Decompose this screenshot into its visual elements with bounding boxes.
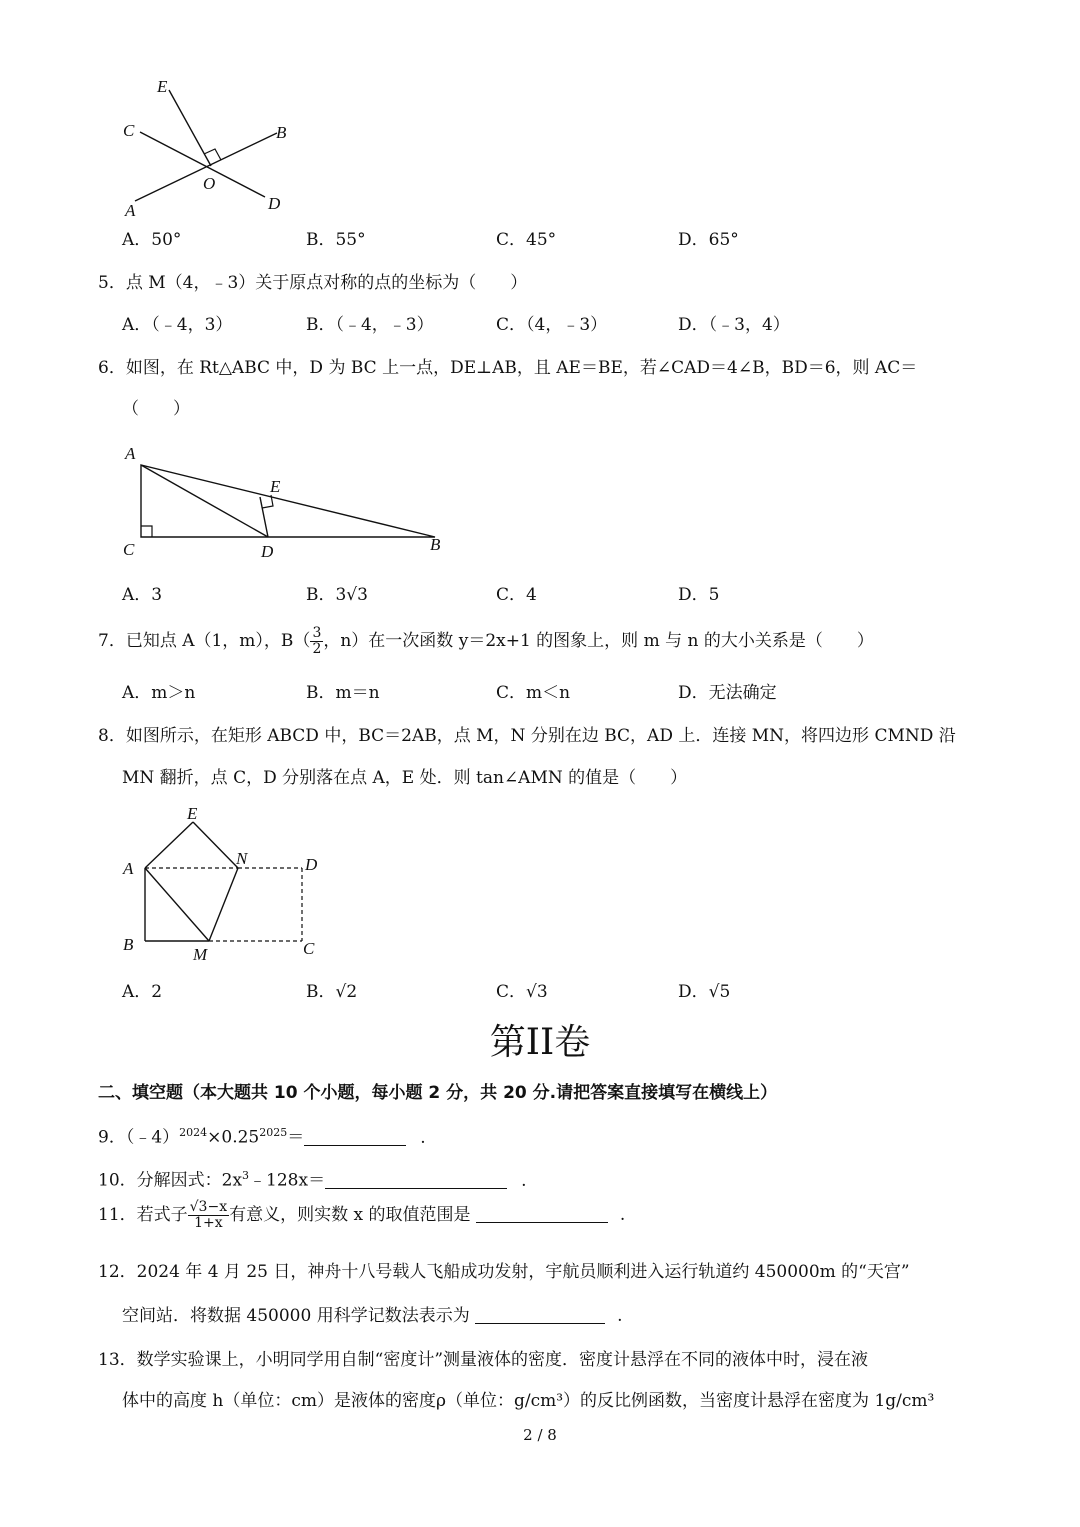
q7-frac-den: 2 bbox=[312, 641, 322, 657]
q9-post: ＝ bbox=[287, 1127, 305, 1148]
q9-answer-blank[interactable] bbox=[304, 1129, 406, 1146]
label-m: M bbox=[193, 945, 208, 964]
q5-option-d: D．（﹣3，4） bbox=[678, 315, 790, 335]
right-angle-mark-c bbox=[141, 526, 152, 537]
figure-q6-right-triangle bbox=[115, 440, 455, 565]
label-a: A bbox=[125, 201, 136, 220]
figure-q4-intersecting-lines bbox=[110, 70, 310, 225]
q6-option-d: D．5 bbox=[678, 585, 720, 605]
right-angle-mark-e bbox=[262, 495, 273, 508]
q8-option-d: D．√5 bbox=[678, 982, 731, 1002]
figure-q8-folded-rectangle bbox=[115, 800, 330, 970]
q7-option-d: D．无法确定 bbox=[678, 683, 777, 703]
q6-option-c: C．4 bbox=[496, 585, 537, 605]
q7-option-a: A．m＞n bbox=[122, 683, 196, 703]
q11-pre: 11．若式子 bbox=[98, 1205, 188, 1225]
q5-option-a: A．（﹣4，3） bbox=[122, 315, 233, 335]
q12-text-line1: 12．2024 年 4 月 25 日，神舟十八号载人飞船成功发射，宇航员顺利进入运行轨道约 450000m 的“天宫” bbox=[98, 1262, 910, 1282]
q8-option-a: A．2 bbox=[122, 982, 163, 1002]
q6-text-line1: 6．如图，在 Rt△ABC 中，D 为 BC 上一点，DE⊥AB，且 AE＝BE，若∠CAD＝4∠B，BD＝6，则 AC＝ bbox=[98, 358, 918, 378]
q10-exp: 3 bbox=[242, 1169, 250, 1182]
label-d: D bbox=[305, 855, 318, 874]
label-e: E bbox=[157, 77, 168, 96]
q11-fraction bbox=[188, 1200, 229, 1231]
q6-text-line2: （ ） bbox=[122, 399, 190, 419]
label-c: C bbox=[123, 540, 135, 559]
q9-text bbox=[98, 1122, 426, 1149]
q4-option-d: D．65° bbox=[678, 230, 739, 250]
q11-answer-blank[interactable] bbox=[476, 1206, 608, 1223]
label-b: B bbox=[430, 535, 441, 554]
q4-option-b: B．55° bbox=[306, 230, 366, 250]
q7-fraction bbox=[310, 626, 323, 657]
q10-answer-blank[interactable] bbox=[325, 1172, 507, 1189]
page-number: 2 / 8 bbox=[523, 1426, 557, 1444]
q9-exp1: 2024 bbox=[179, 1126, 208, 1139]
ray-oe bbox=[169, 90, 211, 166]
q13-text-line2: 体中的高度 h（单位：cm）是液体的密度ρ（单位：g/cm³）的反比例函数，当密度计悬浮在密度为 1g/cm³ bbox=[122, 1391, 935, 1411]
q7-option-c: C．m＜n bbox=[496, 683, 571, 703]
q9-mid: ×0.25 bbox=[207, 1127, 260, 1148]
q11-end: . bbox=[619, 1205, 626, 1225]
label-b: B bbox=[276, 123, 287, 142]
q11-frac-den: 1+x bbox=[194, 1215, 223, 1231]
q8-text-line1: 8．如图所示，在矩形 ABCD 中，BC＝2AB，点 M，N 分别在边 BC，AD 上．连接 MN，将四边形 CMND 沿 bbox=[98, 726, 956, 746]
q5-text: 5．点 M（4，﹣3）关于原点对称的点的坐标为（ ） bbox=[98, 273, 528, 293]
q6-option-a: A．3 bbox=[122, 585, 163, 605]
segment-am bbox=[145, 868, 209, 941]
label-d: D bbox=[268, 194, 281, 213]
q10-pre: 10．分解因式：2x bbox=[98, 1170, 243, 1191]
segment-en bbox=[193, 822, 238, 868]
q8-text-line2: MN 翻折，点 C，D 分别落在点 A，E 处．则 tan∠AMN 的值是（ ） bbox=[122, 768, 688, 788]
label-b: B bbox=[123, 935, 134, 954]
section2-heading: 二、填空题（本大题共 10 个小题，每小题 2 分，共 20 分.请把答案直接填写在横线上） bbox=[98, 1083, 778, 1103]
q9-exp2: 2025 bbox=[259, 1126, 288, 1139]
q4-option-a: A．50° bbox=[122, 230, 182, 250]
label-o: O bbox=[203, 174, 216, 193]
label-c: C bbox=[123, 121, 135, 140]
label-d: D bbox=[261, 542, 274, 561]
q11-post: 有意义，则实数 x 的取值范围是 bbox=[229, 1205, 471, 1225]
q11-frac-num: √3−x bbox=[189, 1199, 228, 1215]
q10-text bbox=[98, 1165, 527, 1192]
q12-end: . bbox=[617, 1306, 623, 1326]
q7-text-pre: 7．已知点 A（1，m），B（ bbox=[98, 631, 311, 651]
segment-de bbox=[260, 497, 268, 537]
q12-text-line2 bbox=[122, 1305, 623, 1327]
label-a: A bbox=[125, 444, 136, 463]
q12-answer-blank[interactable] bbox=[475, 1307, 605, 1324]
q8-option-b: B．√2 bbox=[306, 982, 358, 1002]
q9-end: . bbox=[420, 1127, 426, 1148]
q7-option-b: B．m＝n bbox=[306, 683, 380, 703]
segment-ad bbox=[141, 465, 268, 537]
segment-mn bbox=[209, 868, 238, 941]
label-e: E bbox=[270, 477, 281, 496]
q7-frac-num: 3 bbox=[312, 625, 322, 641]
q5-option-b: B．（﹣4，﹣3） bbox=[306, 315, 434, 335]
q8-option-c: C．√3 bbox=[496, 982, 548, 1002]
part2-title: 第II卷 bbox=[489, 1022, 591, 1063]
q9-pre: 9．（﹣4） bbox=[98, 1127, 180, 1148]
label-c: C bbox=[303, 939, 315, 958]
q10-post: ﹣128x＝ bbox=[249, 1170, 326, 1191]
q11-text bbox=[98, 1200, 625, 1231]
q5-option-c: C．（4，﹣3） bbox=[496, 315, 608, 335]
q10-end: . bbox=[521, 1170, 527, 1191]
label-n: N bbox=[236, 849, 248, 868]
q6-option-b: B．3√3 bbox=[306, 585, 368, 605]
segment-ae bbox=[145, 822, 193, 868]
label-a: A bbox=[123, 859, 134, 878]
label-e: E bbox=[187, 804, 198, 823]
triangle-acb bbox=[141, 465, 435, 537]
q7-text-post: ，n）在一次函数 y＝2x+1 的图象上，则 m 与 n 的大小关系是（ ） bbox=[323, 631, 874, 651]
q12-line2-text: 空间站．将数据 450000 用科学记数法表示为 bbox=[122, 1306, 470, 1326]
q4-option-c: C．45° bbox=[496, 230, 557, 250]
q7-text bbox=[98, 626, 874, 657]
q13-text-line1: 13．数学实验课上，小明同学用自制“密度计”测量液体的密度．密度计悬浮在不同的液体中时，浸在液 bbox=[98, 1350, 869, 1370]
